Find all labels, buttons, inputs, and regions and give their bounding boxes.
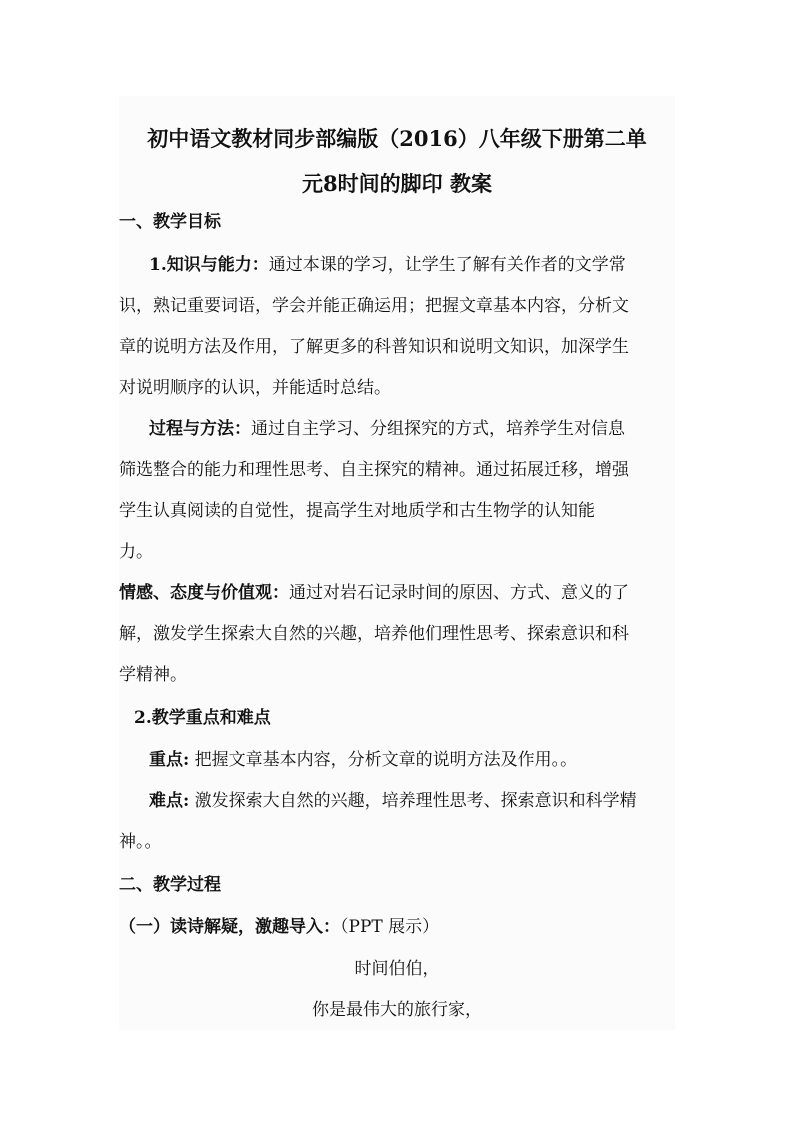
label-knowledge-ability: 1.知识与能力： <box>149 255 269 275</box>
section-heading-key-points: 2.教学重点和难点 <box>134 708 271 728</box>
paragraph-knowledge-line2: 识，熟记重要词语，学会并能正确运用；把握文章基本内容，分析文 <box>119 296 629 316</box>
paragraph-difficulty-line1 <box>149 790 637 812</box>
paragraph-attitude-line1 <box>119 582 629 604</box>
text-emotion-attitude: 通过对岩石记录时间的原因、方式、意义的了 <box>289 583 629 603</box>
paragraph-attitude-line3: 学精神。 <box>119 665 187 685</box>
paragraph-knowledge-line3: 章的说明方法及作用，了解更多的科普知识和说明文知识，加深学生 <box>119 337 629 357</box>
paragraph-knowledge-line1 <box>149 254 626 276</box>
paragraph-process-line4: 力。 <box>119 542 153 562</box>
text-process-method: 通过自主学习、分组探究的方式，培养学生对信息 <box>251 419 625 439</box>
paragraph-attitude-line2: 解，激发学生探索大自然的兴趣，培养他们理性思考、探索意识和科 <box>119 624 629 644</box>
paragraph-process-line1 <box>149 418 625 440</box>
paragraph-knowledge-line4: 对说明顺序的认识，并能适时总结。 <box>119 378 391 398</box>
section-heading-objectives: 一、教学目标 <box>119 212 221 232</box>
poem-line-1: 时间伯伯， <box>354 959 440 979</box>
paragraph-difficulty-line2: 神。。 <box>119 832 162 852</box>
poem-line-2: 你是最伟大的旅行家， <box>312 1000 482 1020</box>
text-difficulty: 激发探索大自然的兴趣，培养理性思考、探索意识和科学精 <box>189 791 637 811</box>
label-introduction: （一）读诗解疑，激趣导入： <box>119 917 340 937</box>
label-key-point: 重点: <box>149 750 190 770</box>
paragraph-process-line3: 学生认真阅读的自觉性，提高学生对地质学和古生物学的认知能 <box>119 501 595 521</box>
paragraph-key-point <box>149 749 577 771</box>
subheading-introduction <box>119 916 439 938</box>
document-title-line2: 元8时间的脚印 教案 <box>302 171 492 196</box>
label-difficulty: 难点: <box>149 791 190 811</box>
paragraph-process-line2: 筛选整合的能力和理性思考、自主探究的精神。通过拓展迁移，增强 <box>119 460 629 480</box>
text-key-point: 把握文章基本内容，分析文章的说明方法及作用。。 <box>189 750 578 770</box>
note-ppt: （PPT 展示） <box>340 917 440 937</box>
document-title-line1: 初中语文教材同步部编版（2016）八年级下册第二单 <box>147 126 647 151</box>
text-knowledge-ability: 通过本课的学习，让学生了解有关作者的文学常 <box>268 255 626 275</box>
label-emotion-attitude: 情感、态度与价值观： <box>119 583 289 603</box>
section-heading-process: 二、教学过程 <box>119 875 221 895</box>
label-process-method: 过程与方法： <box>149 419 251 439</box>
